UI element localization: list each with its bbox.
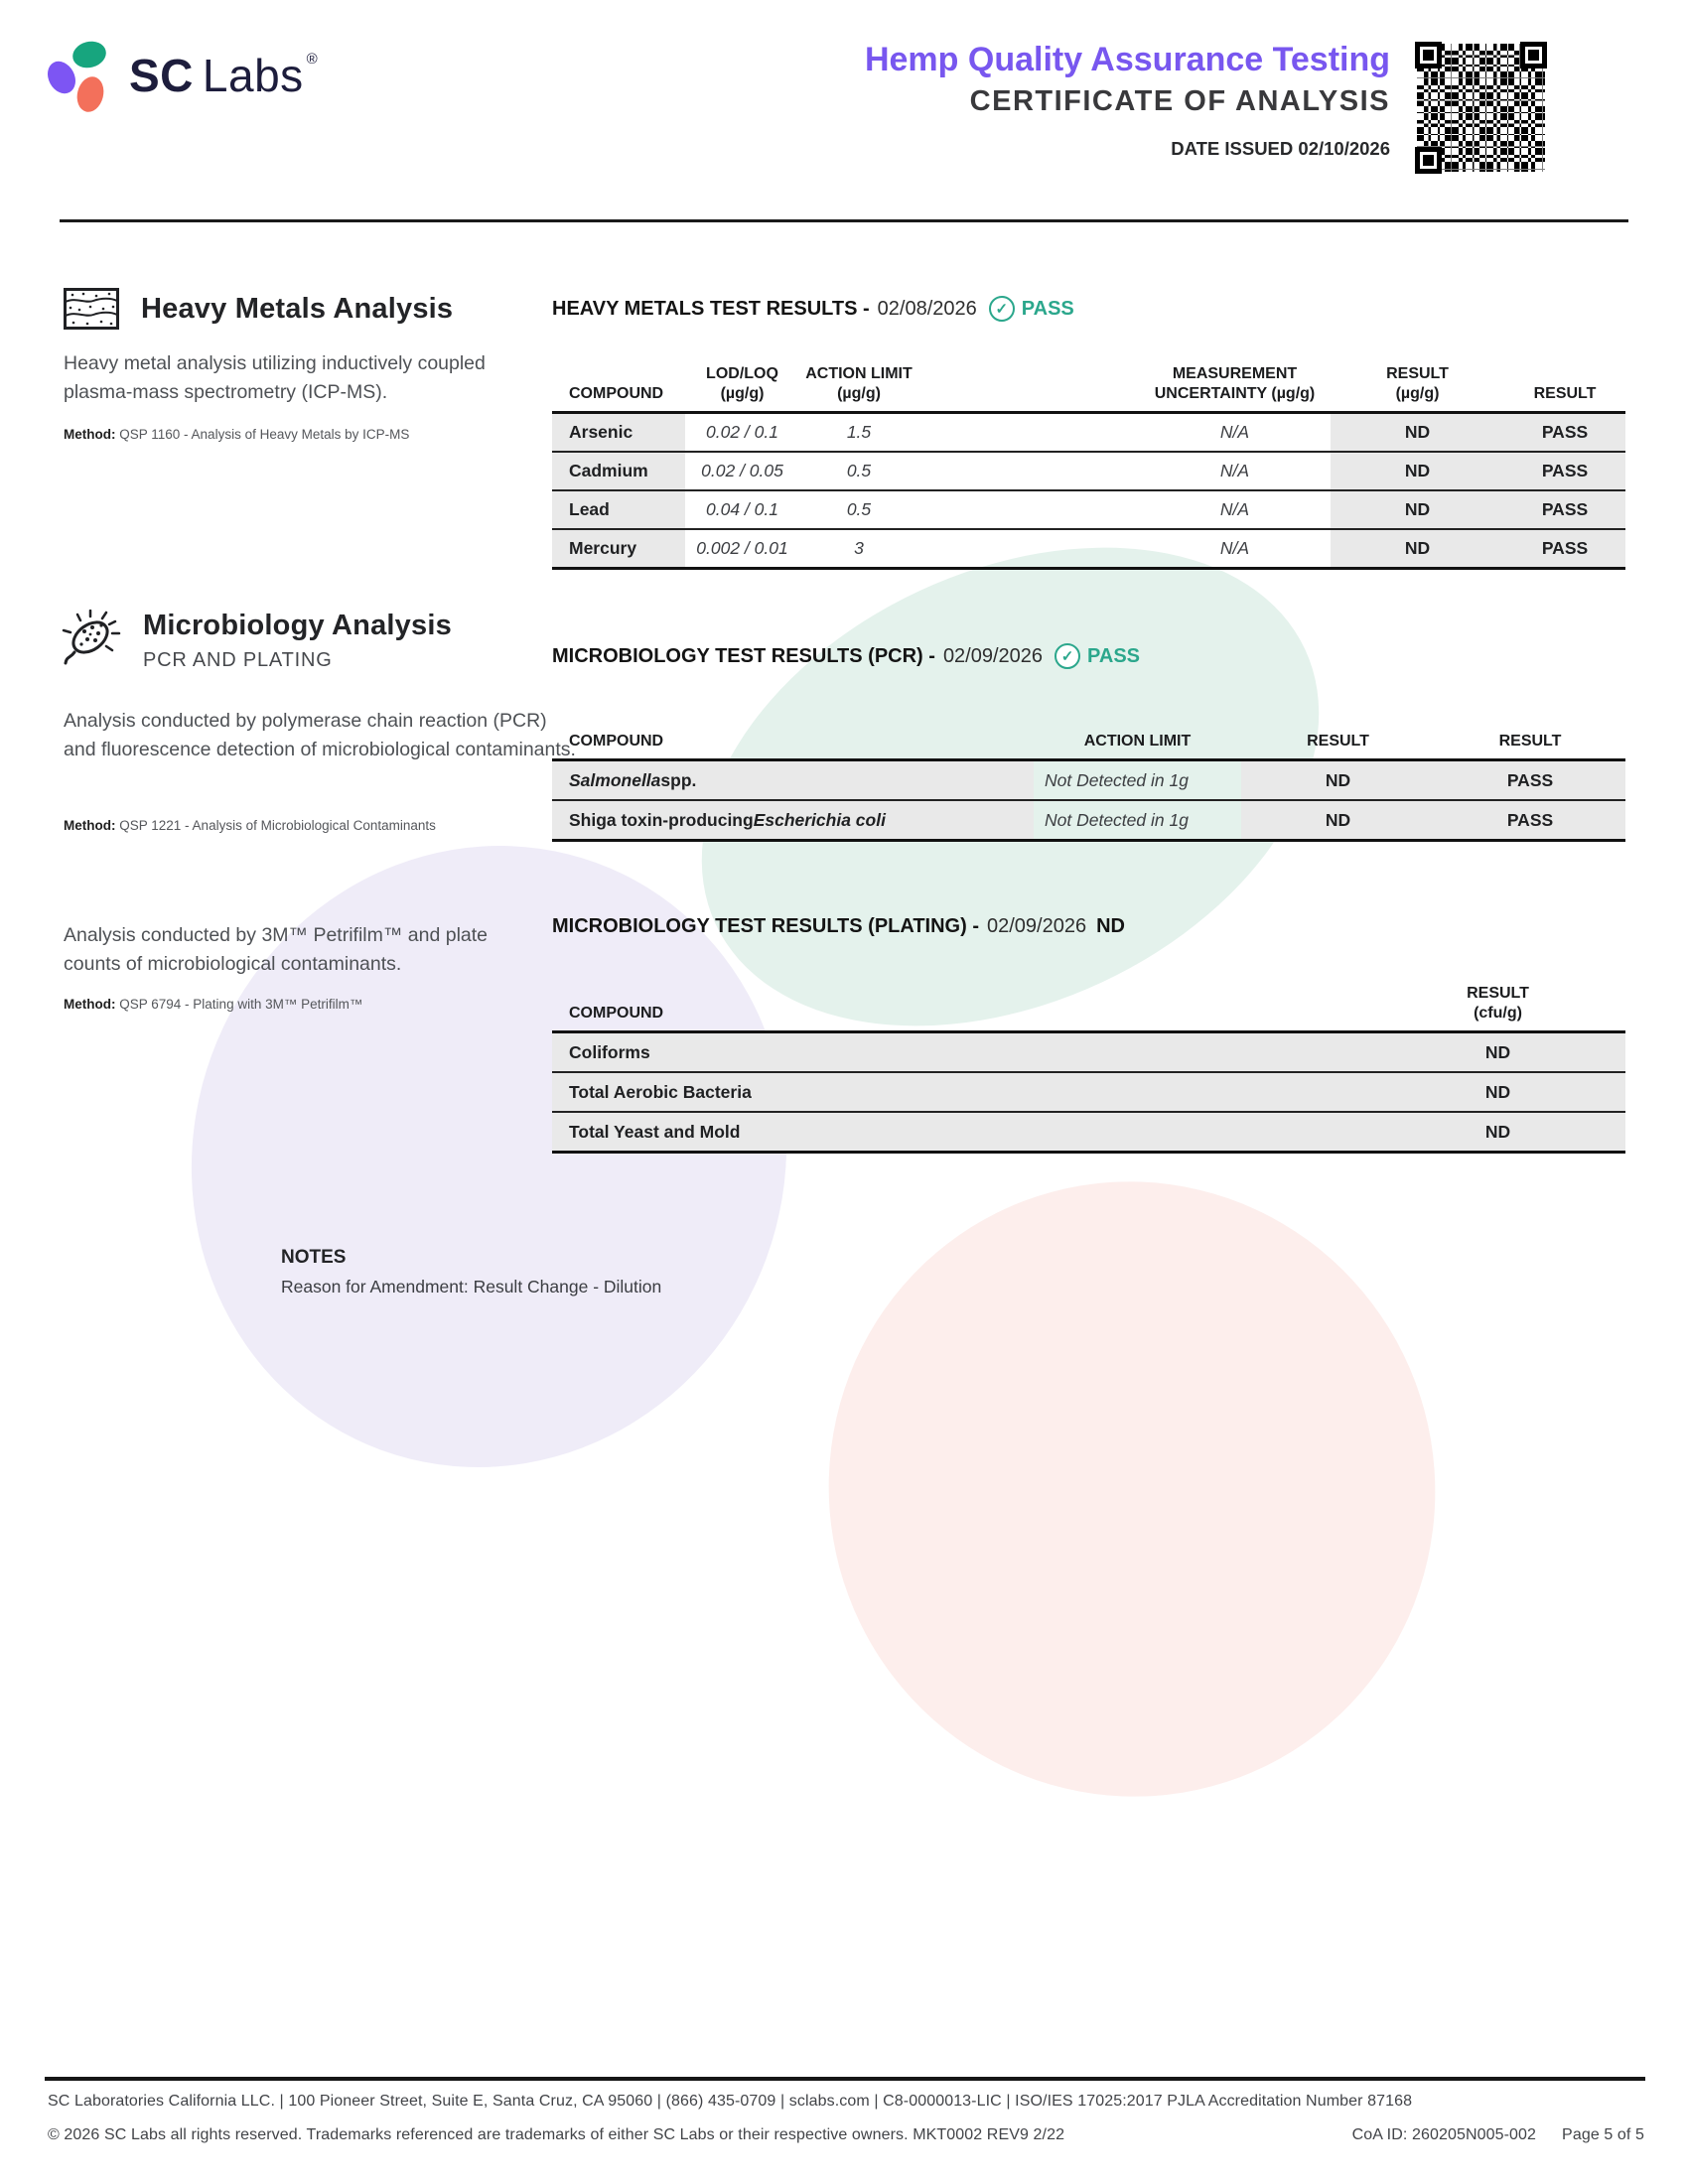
heavy-metals-table	[552, 349, 1625, 570]
footer-line1: SC Laboratories California LLC. | 100 Pioneer Street, Suite E, Santa Cruz, CA 95060 | (866) 435-0709 | sclabs.com | C8-0000013-LIC | ISO/IES 17025:2017 PJLA Accreditation Number 87168	[48, 2093, 1413, 2110]
compound-cell: Total Yeast and Mold	[569, 1121, 741, 1142]
spacer-cell	[918, 453, 1139, 489]
col-compound: COMPOUND	[569, 1005, 664, 1022]
uncertainty-cell: N/A	[1219, 461, 1250, 480]
qr-finder-icon	[1520, 42, 1547, 68]
status-cell: PASS	[1435, 801, 1625, 839]
check-circle-icon: ✓	[1055, 643, 1080, 669]
action-limit-cell: 1.5	[846, 422, 872, 442]
result-cell: PASS	[1504, 414, 1625, 451]
logo-wordmark	[129, 49, 318, 102]
col-result-cfu: RESULT (cfu/g)	[1467, 985, 1529, 1022]
method-label: Method:	[64, 427, 116, 442]
qr-code	[1415, 42, 1547, 174]
result-ug-cell: ND	[1331, 491, 1504, 528]
plating-results-title	[552, 915, 1125, 938]
plating-table	[552, 965, 1625, 1154]
date-issued	[695, 138, 1390, 160]
spacer-cell	[918, 491, 1139, 528]
result-cell: PASS	[1504, 453, 1625, 489]
logo-sc-text: SC	[129, 50, 194, 101]
results-heading: MICROBIOLOGY TEST RESULTS (PCR) -	[552, 644, 935, 667]
date-issued-label: DATE ISSUED	[1171, 138, 1294, 159]
method-value: QSP 6794 - Plating with 3M™ Petrifilm™	[119, 997, 363, 1012]
sc-labs-logo	[48, 38, 318, 113]
action-limit-cell: 0.5	[846, 461, 872, 480]
qr-finder-icon	[1415, 147, 1442, 174]
header-title-block	[695, 40, 1390, 160]
method-value: QSP 1160 - Analysis of Heavy Metals by ICP-MS	[119, 427, 410, 442]
pcr-table	[552, 697, 1625, 842]
col-result: RESULT	[1307, 733, 1369, 750]
result-ug-cell: ND	[1331, 530, 1504, 567]
plating-description: Analysis conducted by 3M™ Petrifilm™ and plate counts of microbiological contaminants.	[64, 924, 489, 975]
table-row	[552, 489, 1625, 528]
status-cell: PASS	[1435, 761, 1625, 799]
notes-body: Reason for Amendment: Result Change - Dilution	[281, 1277, 662, 1297]
compound-cell: Cadmium	[552, 453, 685, 489]
compound-cell: Total Aerobic Bacteria	[569, 1081, 752, 1102]
col-result: RESULT	[1498, 733, 1562, 750]
page-title: Hemp Quality Assurance Testing	[864, 41, 1390, 78]
action-limit-cell: 0.5	[846, 499, 872, 519]
microbiology-section-header	[60, 610, 452, 673]
footer-copyright: © 2026 SC Labs all rights reserved. Trademarks referenced are trademarks of either SC Labs or their respective owners. MKT0002 REV9 2/22	[48, 2126, 1065, 2143]
col-compound: COMPOUND	[569, 385, 664, 402]
lod-loq-cell: 0.04 / 0.1	[706, 499, 778, 519]
heavy-metals-results-title	[552, 296, 1074, 322]
results-heading: MICROBIOLOGY TEST RESULTS (PLATING) -	[552, 915, 979, 937]
results-heading: HEAVY METALS TEST RESULTS -	[552, 297, 870, 320]
result-ug-cell: ND	[1331, 453, 1504, 489]
method-value: QSP 1221 - Analysis of Microbiological Contaminants	[119, 818, 436, 833]
col-compound: COMPOUND	[569, 733, 664, 750]
microbiology-title-block	[143, 610, 452, 672]
col-result: RESULT	[1533, 385, 1597, 402]
result-cell: ND	[1484, 1081, 1511, 1102]
result-cell: ND	[1241, 761, 1435, 799]
action-limit-cell: Not Detected in 1g	[1045, 769, 1189, 790]
logo-petals-icon	[48, 38, 111, 113]
compound-cell: Arsenic	[552, 414, 685, 451]
table-row	[552, 411, 1625, 451]
heavy-metals-description: Heavy metal analysis utilizing inductively coupled plasma-mass spectrometry (ICP-MS).	[64, 352, 486, 403]
col-lod-loq: LOD/LOQ (µg/g)	[706, 365, 778, 402]
notes-title: NOTES	[281, 1247, 347, 1268]
result-cell: ND	[1484, 1041, 1511, 1062]
plating-method	[64, 997, 362, 1012]
pcr-results-title	[552, 643, 1140, 669]
results-date: 02/08/2026	[877, 297, 977, 320]
logo-labs-text: Labs	[202, 50, 304, 101]
registered-mark: ®	[306, 51, 319, 68]
results-date: 02/09/2026	[987, 915, 1087, 937]
table-row	[552, 1071, 1625, 1111]
method-label: Method:	[64, 818, 116, 833]
table-row	[552, 758, 1625, 799]
table-row	[552, 451, 1625, 489]
table-row	[552, 528, 1625, 570]
pcr-description: Analysis conducted by polymerase chain reaction (PCR) and fluorescence detection of microbiological contaminants.	[64, 710, 576, 760]
footer-line2	[48, 2126, 1644, 2144]
status-badge: PASS	[1021, 297, 1074, 320]
col-result-ug: RESULT (µg/g)	[1386, 365, 1449, 402]
lod-loq-cell: 0.02 / 0.05	[701, 461, 783, 480]
uncertainty-cell: N/A	[1219, 499, 1250, 519]
method-label: Method:	[64, 997, 116, 1012]
page-number: Page 5 of 5	[1562, 2126, 1644, 2143]
compound-cell: Shiga toxin-producing Escherichia coli	[552, 801, 1034, 839]
col-action-limit: ACTION LIMIT (µg/g)	[805, 365, 913, 402]
status-badge: PASS	[1087, 644, 1141, 667]
heavy-metals-title: Heavy Metals Analysis	[141, 292, 454, 325]
table-row	[552, 1030, 1625, 1071]
table-row	[552, 1111, 1625, 1154]
spacer-cell	[918, 530, 1139, 567]
background-blob-pink	[760, 1114, 1504, 1865]
col-action-limit: ACTION LIMIT	[1083, 733, 1192, 750]
pcr-method	[64, 818, 436, 833]
compound-cell: Coliforms	[569, 1041, 650, 1062]
results-date: 02/09/2026	[942, 644, 1044, 667]
result-cell: PASS	[1504, 530, 1625, 567]
action-limit-cell: Not Detected in 1g	[1045, 809, 1189, 830]
col-spacer	[918, 349, 1139, 411]
col-uncertainty: MEASUREMENT UNCERTAINTY (µg/g)	[1154, 365, 1316, 402]
result-cell: ND	[1484, 1121, 1511, 1142]
action-limit-cell: 3	[854, 538, 864, 558]
table-row	[552, 799, 1625, 842]
heavy-metals-method	[64, 427, 409, 442]
uncertainty-cell: N/A	[1219, 538, 1250, 558]
compound-cell: Salmonella spp.	[552, 761, 1034, 799]
spacer-cell	[918, 414, 1139, 451]
uncertainty-cell: N/A	[1219, 422, 1250, 442]
footer-divider	[45, 2077, 1645, 2081]
coa-id: CoA ID: 260205N005-002	[1351, 2126, 1537, 2143]
header-divider	[60, 219, 1628, 222]
sediment-layers-icon	[64, 288, 119, 330]
table-header-row	[552, 965, 1625, 1030]
microbiology-subtitle: PCR AND PLATING	[143, 649, 333, 671]
compound-cell: Mercury	[552, 530, 685, 567]
table-header-row	[552, 697, 1625, 758]
date-issued-value: 02/10/2026	[1298, 138, 1390, 159]
check-circle-icon: ✓	[989, 296, 1015, 322]
result-ug-cell: ND	[1331, 414, 1504, 451]
heavy-metals-section-header	[64, 288, 453, 330]
compound-cell: Lead	[552, 491, 685, 528]
bacteria-icon	[60, 610, 121, 673]
qr-finder-icon	[1415, 42, 1442, 68]
table-header-row	[552, 349, 1625, 411]
result-cell: ND	[1241, 801, 1435, 839]
microbiology-title: Microbiology Analysis	[143, 610, 452, 641]
certificate-subtitle: CERTIFICATE OF ANALYSIS	[969, 85, 1390, 117]
result-cell: PASS	[1504, 491, 1625, 528]
status-badge: ND	[1096, 915, 1125, 937]
lod-loq-cell: 0.002 / 0.01	[696, 538, 788, 558]
notes-section	[281, 1247, 661, 1297]
lod-loq-cell: 0.02 / 0.1	[706, 422, 778, 442]
